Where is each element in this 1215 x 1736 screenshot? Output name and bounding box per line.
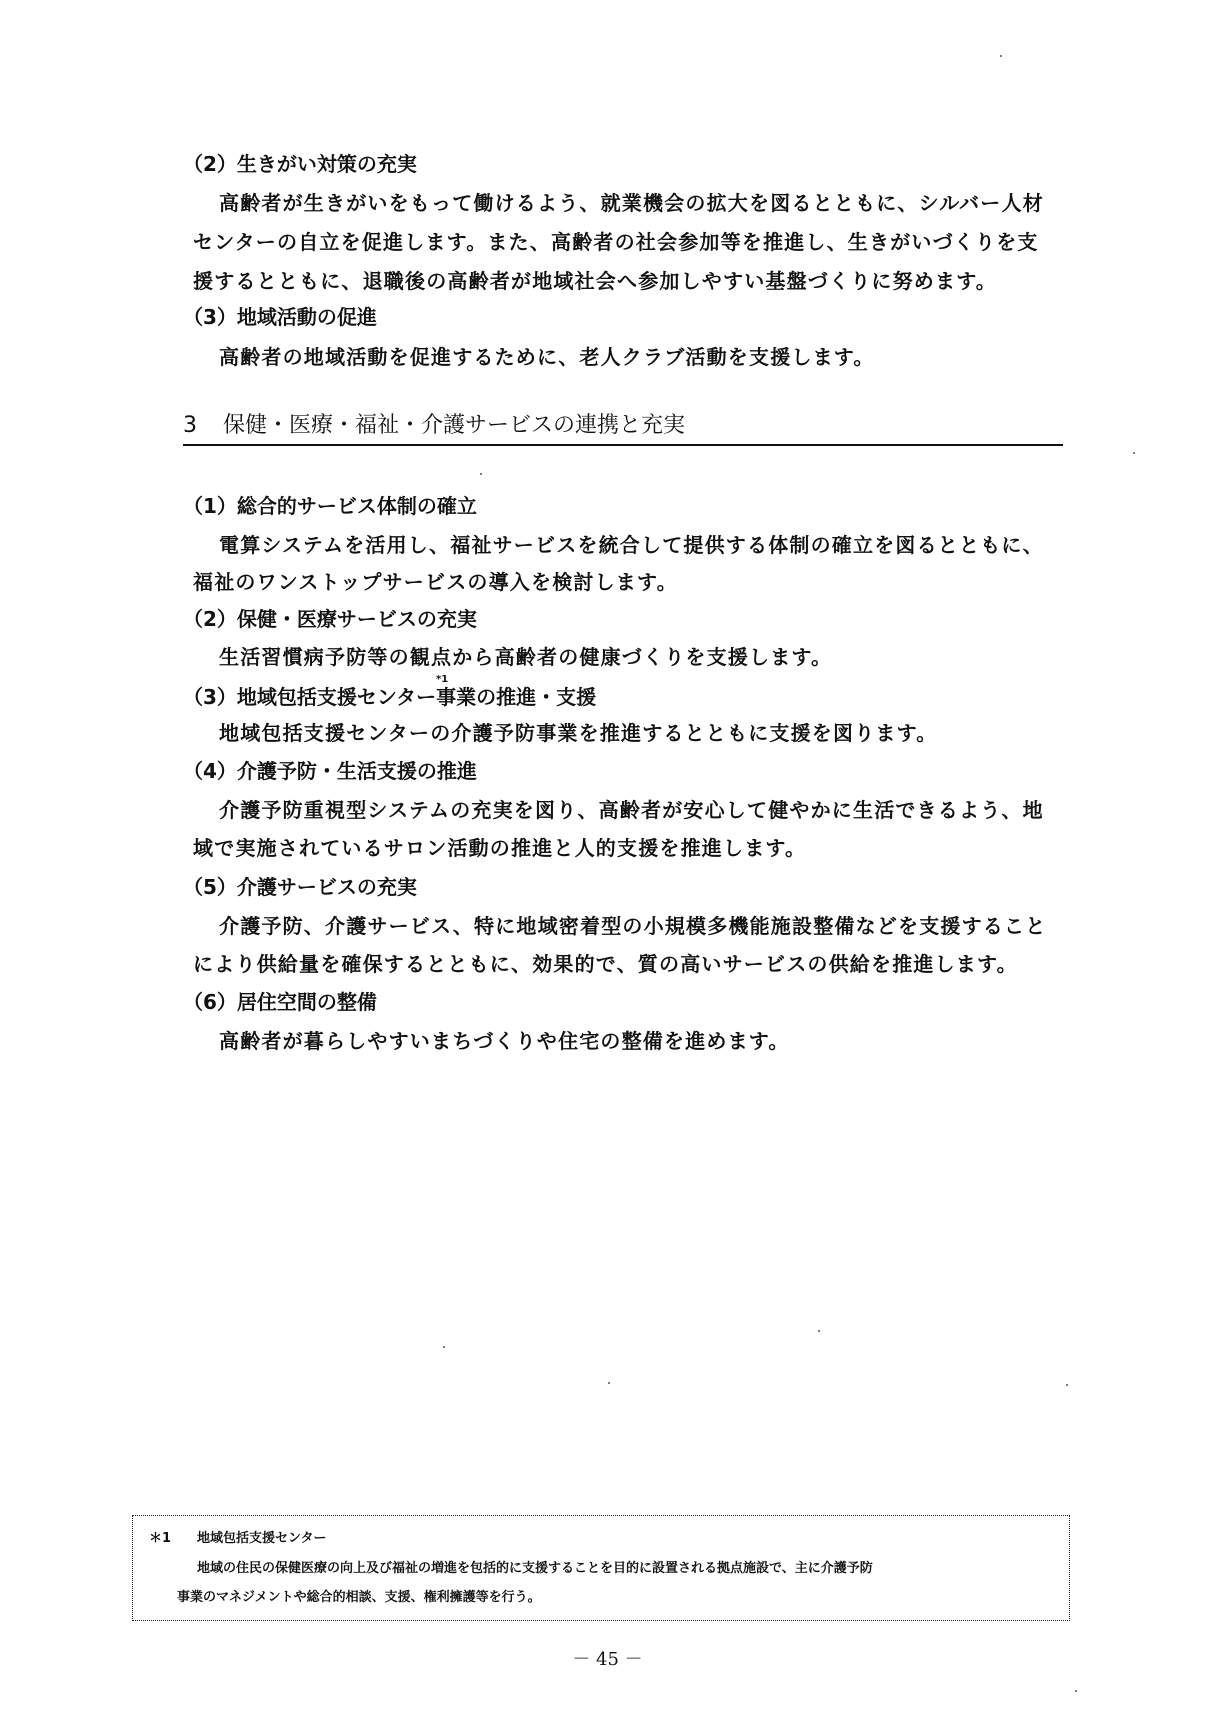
paragraph-line: 生活習慣病予防等の観点から高齢者の健康づくりを支援します。 xyxy=(219,645,833,669)
paragraph-line: 高齢者が生きがいをもって働けるよう、就業機会の拡大を図るとともに、シルバー人材 xyxy=(219,191,1044,215)
paragraph-line: 地域包括支援センターの介護予防事業を推進するとともに支援を図ります。 xyxy=(219,721,938,745)
footnote-text-line: 地域の住民の保健医療の向上及び福祉の増進を包括的に支援することを目的に設置される拠点施設で、主に介護予防 xyxy=(197,1561,873,1576)
paragraph-line: 援するとともに、退職後の高齢者が地域社会へ参加しやすい基盤づくりに努めます。 xyxy=(193,269,997,293)
subsection-heading-chiiki: （3）地域活動の促進 xyxy=(183,305,377,329)
footnote-text-line: 事業のマネジメントや総合的相談、支援、権利擁護等を行う。 xyxy=(177,1590,541,1605)
paragraph-line: センターの自立を促進します。また、高齢者の社会参加等を推進し、生きがいづくりを支 xyxy=(193,230,1039,254)
paragraph-line: 介護予防重視型システムの充実を図り、高齢者が安心して健やかに生活できるよう、地 xyxy=(219,798,1044,822)
paragraph-line: により供給量を確保するとともに、効果的で、質の高いサービスの供給を推進します。 xyxy=(193,952,1018,976)
subsection-heading: （1）総合的サービス体制の確立 xyxy=(183,494,477,518)
footnote-box xyxy=(132,1515,1070,1621)
paragraph-line: 福祉のワンストップサービスの導入を検討します。 xyxy=(193,570,678,594)
subsection-heading-ikigai: （2）生きがい対策の充実 xyxy=(183,152,417,176)
footnote-reference-mark: *1 xyxy=(436,674,449,685)
subsection-heading: （4）介護予防・生活支援の推進 xyxy=(183,759,477,783)
scan-speck xyxy=(1075,1690,1077,1692)
paragraph-line: 介護予防、介護サービス、特に地域密着型の小規模多機能施設整備などを支援すること xyxy=(219,914,1047,938)
paragraph-line: 高齢者が暮らしやすいまちづくりや住宅の整備を進めます。 xyxy=(219,1029,790,1053)
scan-speck xyxy=(1000,55,1002,57)
scan-speck xyxy=(1133,452,1135,454)
scan-speck xyxy=(480,473,482,475)
subsection-heading: （2）保健・医療サービスの充実 xyxy=(183,607,477,631)
subsection-heading: （3）地域包括支援センター事業の推進・支援 xyxy=(183,685,597,709)
section-number: 3 xyxy=(183,413,197,438)
scan-speck xyxy=(818,1330,820,1332)
scan-speck xyxy=(1066,1384,1068,1386)
paragraph-line: 電算システムを活用し、福祉サービスを統合して提供する体制の確立を図るとともに、 xyxy=(219,533,1044,557)
scan-speck xyxy=(443,1346,445,1348)
subsection-heading: （5）介護サービスの充実 xyxy=(183,875,417,899)
section-title-text: 保健・医療・福祉・介護サービスの連携と充実 xyxy=(223,413,686,438)
subsection-heading: （6）居住空間の整備 xyxy=(183,990,377,1014)
section-title xyxy=(183,410,1063,446)
page-number: － 45 － xyxy=(572,1649,643,1670)
paragraph-line: 域で実施されているサロン活動の推進と人的支援を推進します。 xyxy=(193,836,807,860)
scan-speck xyxy=(608,1382,610,1384)
paragraph-line: 高齢者の地域活動を促進するために、老人クラブ活動を支援します。 xyxy=(219,345,875,369)
footnote-marker: ＊1 xyxy=(149,1531,172,1546)
footnote-term: 地域包括支援センター xyxy=(197,1531,327,1546)
